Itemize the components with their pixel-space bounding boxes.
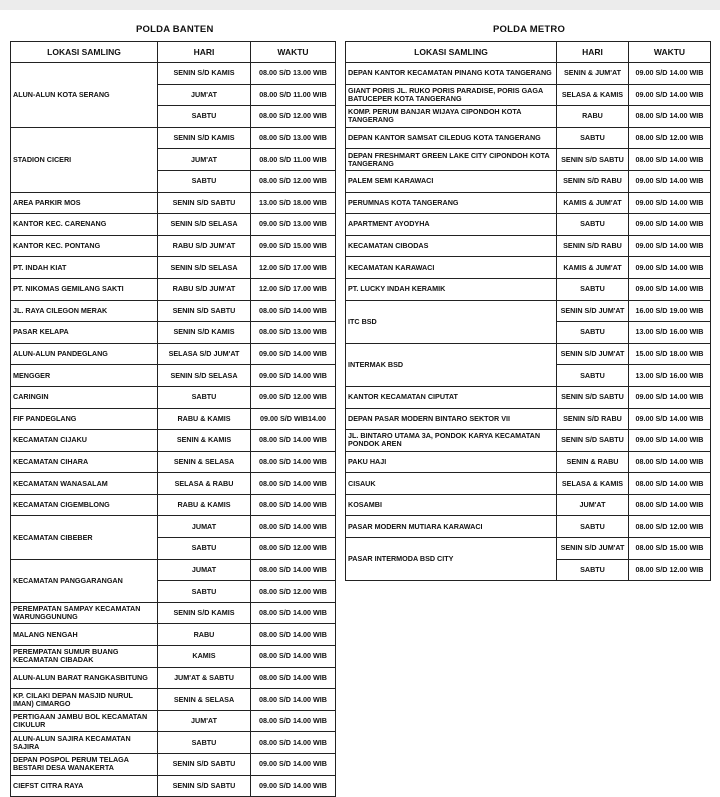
- cell-hari: SENIN & RABU: [557, 451, 629, 473]
- cell-waktu: 08.00 S/D 14.00 WIB: [251, 494, 336, 516]
- cell-hari: SENIN S/D SABTU: [557, 149, 629, 171]
- cell-waktu: 08.00 S/D 14.00 WIB: [251, 451, 336, 473]
- table-row: [11, 732, 336, 754]
- table-row: [11, 300, 336, 322]
- table-row: [346, 538, 711, 560]
- table-row: [346, 63, 711, 85]
- cell-hari: RABU: [557, 106, 629, 128]
- cell-hari: SENIN S/D SABTU: [557, 386, 629, 408]
- table-row: [346, 257, 711, 279]
- cell-hari: SELASA S/D JUM'AT: [158, 343, 251, 365]
- table-row: [11, 624, 336, 646]
- cell-lokasi: KANTOR KEC. PONTANG: [11, 235, 158, 257]
- cell-waktu: 08.00 S/D 14.00 WIB: [629, 473, 711, 495]
- table-row: [346, 214, 711, 236]
- table-row: [346, 430, 711, 452]
- table-row: [11, 754, 336, 776]
- cell-waktu: 08.00 S/D 14.00 WIB: [251, 516, 336, 538]
- cell-hari: RABU & KAMIS: [158, 494, 251, 516]
- cell-waktu: 09.00 S/D 15.00 WIB: [251, 235, 336, 257]
- cell-hari: RABU: [158, 624, 251, 646]
- cell-hari: JUM'AT & SABTU: [158, 667, 251, 689]
- cell-waktu: 08.00 S/D 13.00 WIB: [251, 63, 336, 85]
- cell-lokasi: KANTOR KEC. CARENANG: [11, 214, 158, 236]
- cell-hari: KAMIS & JUM'AT: [557, 192, 629, 214]
- cell-hari: JUM'AT: [158, 149, 251, 171]
- cell-hari: SABTU: [158, 581, 251, 603]
- cell-lokasi: PASAR MODERN MUTIARA KARAWACI: [346, 516, 557, 538]
- table-row: [11, 516, 336, 538]
- cell-hari: SENIN S/D KAMIS: [158, 602, 251, 624]
- header-waktu: WAKTU: [251, 42, 336, 63]
- table-header-row: [346, 42, 711, 63]
- cell-lokasi: STADION CICERI: [11, 127, 158, 192]
- cell-lokasi: KECAMATAN CIBEBER: [11, 516, 158, 559]
- cell-lokasi: ALUN-ALUN SAJIRA KECAMATAN SAJIRA: [11, 732, 158, 754]
- cell-waktu: 08.00 S/D 12.00 WIB: [251, 538, 336, 560]
- cell-waktu: 09.00 S/D 14.00 WIB: [629, 214, 711, 236]
- cell-waktu: 09.00 S/D 14.00 WIB: [251, 343, 336, 365]
- header-waktu: WAKTU: [629, 42, 711, 63]
- table-row: [11, 667, 336, 689]
- cell-waktu: 08.00 S/D 11.00 WIB: [251, 149, 336, 171]
- cell-lokasi: KECAMATAN WANASALAM: [11, 473, 158, 495]
- cell-hari: SENIN S/D SELASA: [158, 257, 251, 279]
- cell-lokasi: GIANT PORIS JL. RUKO PORIS PARADISE, PORIS GAGA BATUCEPER KOTA TANGERANG: [346, 84, 557, 106]
- cell-hari: SELASA & KAMIS: [557, 473, 629, 495]
- cell-lokasi: JL. RAYA CILEGON MERAK: [11, 300, 158, 322]
- cell-lokasi: KECAMATAN CIHARA: [11, 451, 158, 473]
- table-row: [346, 516, 711, 538]
- cell-lokasi: DEPAN FRESHMART GREEN LAKE CITY CIPONDOH KOTA TANGERANG: [346, 149, 557, 171]
- cell-hari: SENIN S/D SABTU: [158, 754, 251, 776]
- table-row: [11, 473, 336, 495]
- cell-waktu: 09.00 S/D 14.00 WIB: [629, 235, 711, 257]
- header-hari: HARI: [158, 42, 251, 63]
- table-row: [11, 451, 336, 473]
- cell-hari: SABTU: [557, 278, 629, 300]
- header-hari: HARI: [557, 42, 629, 63]
- cell-hari: JUM'AT: [158, 710, 251, 732]
- cell-lokasi: DEPAN PASAR MODERN BINTARO SEKTOR VII: [346, 408, 557, 430]
- cell-waktu: 09.00 S/D 13.00 WIB: [251, 214, 336, 236]
- cell-waktu: 09.00 S/D 14.00 WIB: [629, 408, 711, 430]
- metro-schedule-table: [345, 41, 711, 581]
- cell-waktu: 08.00 S/D 14.00 WIB: [251, 710, 336, 732]
- cell-hari: SABTU: [557, 322, 629, 344]
- cell-waktu: 08.00 S/D 12.00 WIB: [251, 170, 336, 192]
- table-row: [346, 192, 711, 214]
- cell-lokasi: KOMP. PERUM BANJAR WIJAYA CIPONDOH KOTA TANGERANG: [346, 106, 557, 128]
- cell-waktu: 09.00 S/D 14.00 WIB: [629, 84, 711, 106]
- cell-lokasi: PERUMNAS KOTA TANGERANG: [346, 192, 557, 214]
- cell-waktu: 08.00 S/D 12.00 WIB: [629, 127, 711, 149]
- cell-hari: SENIN S/D SELASA: [158, 365, 251, 387]
- banten-title: POLDA BANTEN: [136, 24, 214, 35]
- cell-lokasi: CARINGIN: [11, 386, 158, 408]
- cell-lokasi: PERTIGAAN JAMBU BOL KECAMATAN CIKULUR: [11, 710, 158, 732]
- cell-waktu: 12.00 S/D 17.00 WIB: [251, 278, 336, 300]
- cell-waktu: 08.00 S/D 14.00 WIB: [251, 473, 336, 495]
- table-header-row: [11, 42, 336, 63]
- cell-waktu: 09.00 S/D 14.00 WIB: [251, 365, 336, 387]
- cell-waktu: 08.00 S/D 14.00 WIB: [251, 624, 336, 646]
- cell-waktu: 09.00 S/D WIB14.00: [251, 408, 336, 430]
- table-row: [346, 170, 711, 192]
- table-row: [346, 451, 711, 473]
- cell-waktu: 08.00 S/D 13.00 WIB: [251, 127, 336, 149]
- cell-lokasi: PASAR INTERMODA BSD CITY: [346, 538, 557, 581]
- cell-waktu: 13.00 S/D 16.00 WIB: [629, 365, 711, 387]
- cell-lokasi: PT. INDAH KIAT: [11, 257, 158, 279]
- cell-hari: RABU & KAMIS: [158, 408, 251, 430]
- cell-hari: JUMAT: [158, 516, 251, 538]
- cell-lokasi: KANTOR KECAMATAN CIPUTAT: [346, 386, 557, 408]
- cell-lokasi: APARTMENT AYODYHA: [346, 214, 557, 236]
- table-row: [346, 127, 711, 149]
- table-row: [11, 646, 336, 668]
- cell-waktu: 08.00 S/D 15.00 WIB: [629, 538, 711, 560]
- table-row: [346, 300, 711, 322]
- cell-waktu: 08.00 S/D 11.00 WIB: [251, 84, 336, 106]
- table-row: [11, 214, 336, 236]
- cell-hari: SABTU: [158, 732, 251, 754]
- table-row: [11, 710, 336, 732]
- cell-lokasi: PT. NIKOMAS GEMILANG SAKTI: [11, 278, 158, 300]
- cell-hari: SABTU: [158, 386, 251, 408]
- cell-lokasi: KECAMATAN CIBODAS: [346, 235, 557, 257]
- cell-hari: SENIN S/D SABTU: [557, 430, 629, 452]
- metro-title: POLDA METRO: [493, 24, 566, 35]
- cell-waktu: 08.00 S/D 12.00 WIB: [251, 106, 336, 128]
- cell-hari: SENIN & SELASA: [158, 451, 251, 473]
- banten-table-body: [11, 63, 336, 797]
- table-row: [11, 408, 336, 430]
- table-row: [346, 494, 711, 516]
- cell-lokasi: FIF PANDEGLANG: [11, 408, 158, 430]
- cell-hari: KAMIS: [158, 646, 251, 668]
- cell-lokasi: CISAUK: [346, 473, 557, 495]
- cell-waktu: 09.00 S/D 14.00 WIB: [629, 170, 711, 192]
- cell-lokasi: ALUN-ALUN BARAT RANGKASBITUNG: [11, 667, 158, 689]
- cell-hari: SABTU: [557, 214, 629, 236]
- cell-lokasi: ALUN-ALUN KOTA SERANG: [11, 63, 158, 128]
- table-row: [346, 235, 711, 257]
- cell-hari: JUM'AT: [158, 84, 251, 106]
- table-row: [346, 408, 711, 430]
- banten-schedule-table: [10, 41, 336, 797]
- table-row: [11, 235, 336, 257]
- cell-lokasi: KOSAMBI: [346, 494, 557, 516]
- cell-hari: RABU S/D JUM'AT: [158, 235, 251, 257]
- cell-waktu: 08.00 S/D 12.00 WIB: [251, 581, 336, 603]
- cell-waktu: 08.00 S/D 14.00 WIB: [251, 300, 336, 322]
- cell-hari: RABU S/D JUM'AT: [158, 278, 251, 300]
- cell-hari: SENIN & JUM'AT: [557, 63, 629, 85]
- cell-hari: SENIN S/D KAMIS: [158, 322, 251, 344]
- header-lokasi: LOKASI SAMLING: [346, 42, 557, 63]
- table-row: [346, 343, 711, 365]
- table-row: [11, 63, 336, 85]
- cell-lokasi: KECAMATAN KARAWACI: [346, 257, 557, 279]
- cell-lokasi: CIEFST CITRA RAYA: [11, 775, 158, 797]
- cell-waktu: 08.00 S/D 13.00 WIB: [251, 322, 336, 344]
- cell-waktu: 08.00 S/D 14.00 WIB: [629, 451, 711, 473]
- cell-waktu: 13.00 S/D 16.00 WIB: [629, 322, 711, 344]
- cell-hari: SENIN S/D KAMIS: [158, 63, 251, 85]
- cell-hari: SENIN S/D RABU: [557, 170, 629, 192]
- cell-waktu: 09.00 S/D 14.00 WIB: [629, 257, 711, 279]
- cell-waktu: 09.00 S/D 14.00 WIB: [629, 430, 711, 452]
- cell-lokasi: PEREMPATAN SUMUR BUANG KECAMATAN CIBADAK: [11, 646, 158, 668]
- cell-lokasi: INTERMAK BSD: [346, 343, 557, 386]
- table-row: [11, 343, 336, 365]
- cell-hari: SABTU: [557, 127, 629, 149]
- cell-lokasi: AREA PARKIR MOS: [11, 192, 158, 214]
- cell-hari: SENIN S/D JUM'AT: [557, 538, 629, 560]
- cell-waktu: 15.00 S/D 18.00 WIB: [629, 343, 711, 365]
- cell-hari: JUMAT: [158, 559, 251, 581]
- cell-hari: SENIN S/D JUM'AT: [557, 343, 629, 365]
- cell-hari: SABTU: [158, 106, 251, 128]
- cell-lokasi: KECAMATAN CIJAKU: [11, 430, 158, 452]
- cell-lokasi: MALANG NENGAH: [11, 624, 158, 646]
- table-row: [11, 127, 336, 149]
- cell-hari: SABTU: [158, 538, 251, 560]
- cell-lokasi: DEPAN KANTOR SAMSAT CILEDUG KOTA TANGERANG: [346, 127, 557, 149]
- cell-hari: SABTU: [557, 365, 629, 387]
- cell-lokasi: PALEM SEMI KARAWACI: [346, 170, 557, 192]
- cell-lokasi: PAKU HAJI: [346, 451, 557, 473]
- cell-waktu: 08.00 S/D 14.00 WIB: [629, 494, 711, 516]
- table-row: [346, 106, 711, 128]
- cell-hari: SABTU: [557, 516, 629, 538]
- table-row: [11, 430, 336, 452]
- table-row: [11, 775, 336, 797]
- cell-lokasi: MENGGER: [11, 365, 158, 387]
- cell-waktu: 09.00 S/D 14.00 WIB: [629, 63, 711, 85]
- cell-lokasi: KECAMATAN PANGGARANGAN: [11, 559, 158, 602]
- cell-waktu: 08.00 S/D 14.00 WIB: [251, 689, 336, 711]
- cell-hari: SENIN S/D SABTU: [158, 300, 251, 322]
- table-row: [346, 473, 711, 495]
- cell-hari: SENIN S/D SELASA: [158, 214, 251, 236]
- top-band: [0, 0, 720, 10]
- cell-waktu: 08.00 S/D 14.00 WIB: [251, 732, 336, 754]
- cell-waktu: 08.00 S/D 14.00 WIB: [629, 149, 711, 171]
- cell-hari: SENIN S/D RABU: [557, 235, 629, 257]
- cell-lokasi: ITC BSD: [346, 300, 557, 343]
- cell-lokasi: PT. LUCKY INDAH KERAMIK: [346, 278, 557, 300]
- cell-hari: SENIN S/D KAMIS: [158, 127, 251, 149]
- table-row: [11, 559, 336, 581]
- header-lokasi: LOKASI SAMLING: [11, 42, 158, 63]
- cell-waktu: 08.00 S/D 14.00 WIB: [251, 430, 336, 452]
- table-row: [346, 149, 711, 171]
- cell-waktu: 08.00 S/D 14.00 WIB: [251, 646, 336, 668]
- cell-waktu: 09.00 S/D 14.00 WIB: [251, 754, 336, 776]
- table-row: [11, 257, 336, 279]
- cell-waktu: 08.00 S/D 12.00 WIB: [629, 559, 711, 581]
- cell-hari: SELASA & RABU: [158, 473, 251, 495]
- cell-waktu: 09.00 S/D 14.00 WIB: [251, 775, 336, 797]
- cell-hari: SENIN S/D JUM'AT: [557, 300, 629, 322]
- cell-waktu: 08.00 S/D 14.00 WIB: [251, 602, 336, 624]
- cell-hari: KAMIS & JUM'AT: [557, 257, 629, 279]
- cell-hari: SENIN & SELASA: [158, 689, 251, 711]
- metro-table-body: [346, 63, 711, 581]
- cell-waktu: 09.00 S/D 12.00 WIB: [251, 386, 336, 408]
- cell-lokasi: JL. BINTARO UTAMA 3A, PONDOK KARYA KECAMATAN PONDOK AREN: [346, 430, 557, 452]
- table-row: [11, 278, 336, 300]
- cell-waktu: 13.00 S/D 18.00 WIB: [251, 192, 336, 214]
- cell-lokasi: KECAMATAN CIGEMBLONG: [11, 494, 158, 516]
- table-row: [346, 386, 711, 408]
- cell-hari: SENIN S/D SABTU: [158, 775, 251, 797]
- cell-waktu: 08.00 S/D 12.00 WIB: [629, 516, 711, 538]
- table-row: [11, 322, 336, 344]
- table-row: [11, 689, 336, 711]
- cell-hari: SABTU: [158, 170, 251, 192]
- table-row: [346, 84, 711, 106]
- cell-waktu: 08.00 S/D 14.00 WIB: [251, 559, 336, 581]
- table-row: [11, 494, 336, 516]
- cell-lokasi: DEPAN KANTOR KECAMATAN PINANG KOTA TANGERANG: [346, 63, 557, 85]
- cell-lokasi: ALUN-ALUN PANDEGLANG: [11, 343, 158, 365]
- cell-waktu: 16.00 S/D 19.00 WIB: [629, 300, 711, 322]
- table-row: [11, 602, 336, 624]
- cell-lokasi: PEREMPATAN SAMPAY KECAMATAN WARUNGGUNUNG: [11, 602, 158, 624]
- cell-hari: JUM'AT: [557, 494, 629, 516]
- cell-lokasi: PASAR KELAPA: [11, 322, 158, 344]
- table-row: [346, 278, 711, 300]
- cell-hari: SENIN S/D RABU: [557, 408, 629, 430]
- cell-hari: SENIN S/D SABTU: [158, 192, 251, 214]
- cell-waktu: 08.00 S/D 14.00 WIB: [629, 106, 711, 128]
- cell-hari: SELASA & KAMIS: [557, 84, 629, 106]
- cell-waktu: 12.00 S/D 17.00 WIB: [251, 257, 336, 279]
- cell-lokasi: KP. CILAKI DEPAN MASJID NURUL IMAN) CIMARGO: [11, 689, 158, 711]
- table-row: [11, 365, 336, 387]
- cell-waktu: 09.00 S/D 14.00 WIB: [629, 386, 711, 408]
- cell-hari: SABTU: [557, 559, 629, 581]
- cell-lokasi: DEPAN POSPOL PERUM TELAGA BESTARI DESA WANAKERTA: [11, 754, 158, 776]
- cell-hari: SENIN & KAMIS: [158, 430, 251, 452]
- cell-waktu: 09.00 S/D 14.00 WIB: [629, 278, 711, 300]
- cell-waktu: 08.00 S/D 14.00 WIB: [251, 667, 336, 689]
- table-row: [11, 386, 336, 408]
- table-row: [11, 192, 336, 214]
- cell-waktu: 09.00 S/D 14.00 WIB: [629, 192, 711, 214]
